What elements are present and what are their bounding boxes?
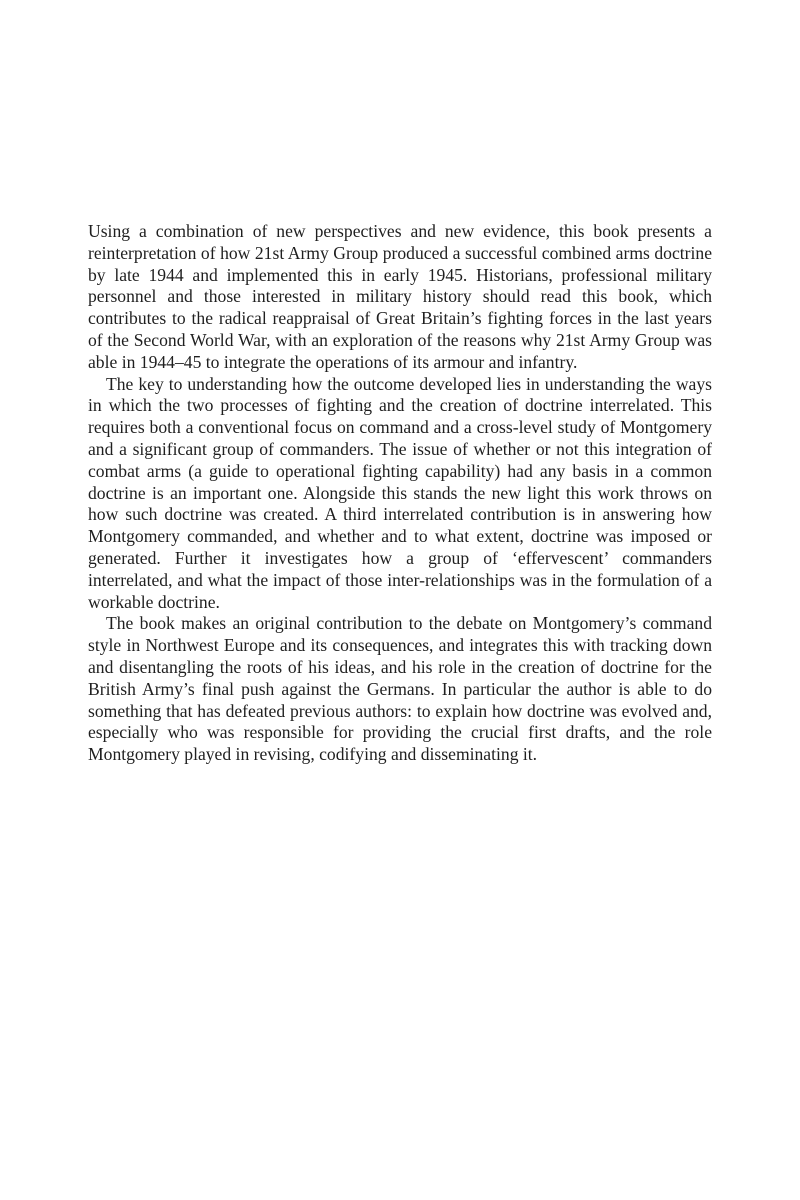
paragraph-3: The book makes an original contribution to the debate on Montgomery’s command style in Northwest Europe and its consequences, and integrates this with tracking down and disentangling the roots of his ideas, and his role in the creation of doctrine for the British Army’s final push against the Germans. In particular the author is able to do something that has defeated previous authors: to explain how doctrine was evolved and, especially who was responsible for providing the crucial first drafts, and the role Montgomery played in revising, codifying and disseminating it.	[88, 613, 712, 765]
paragraph-2: The key to understanding how the outcome developed lies in understanding the ways in which the two processes of fighting and the creation of doctrine interrelated. This requires both a conventional focus on command and a cross-level study of Montgomery and a significant group of commanders. The issue of whether or not this integration of combat arms (a guide to operational fighting capability) had any basis in a common doctrine is an important one. Alongside this stands the new light this work throws on how such doctrine was created. A third interrelated contribution is in answering how Montgomery commanded, and whether and to what extent, doctrine was imposed or generated. Further it investigates how a group of ‘effervescent’ commanders interrelated, and what the impact of those inter-relationships was in the formulation of a workable doctrine.	[88, 373, 712, 612]
paragraph-1: Using a combination of new perspectives and new evidence, this book presents a reinterpretation of how 21st Army Group produced a successful combined arms doctrine by late 1944 and implemented this in early 1945. Historians, professional military personnel and those interested in military history should read this book, which contributes to the radical reappraisal of Great Britain’s fighting forces in the last years of the Second World War, with an exploration of the reasons why 21st Army Group was able in 1944–45 to integrate the operations of its armour and infantry.	[88, 221, 712, 372]
body-text	[88, 221, 712, 766]
